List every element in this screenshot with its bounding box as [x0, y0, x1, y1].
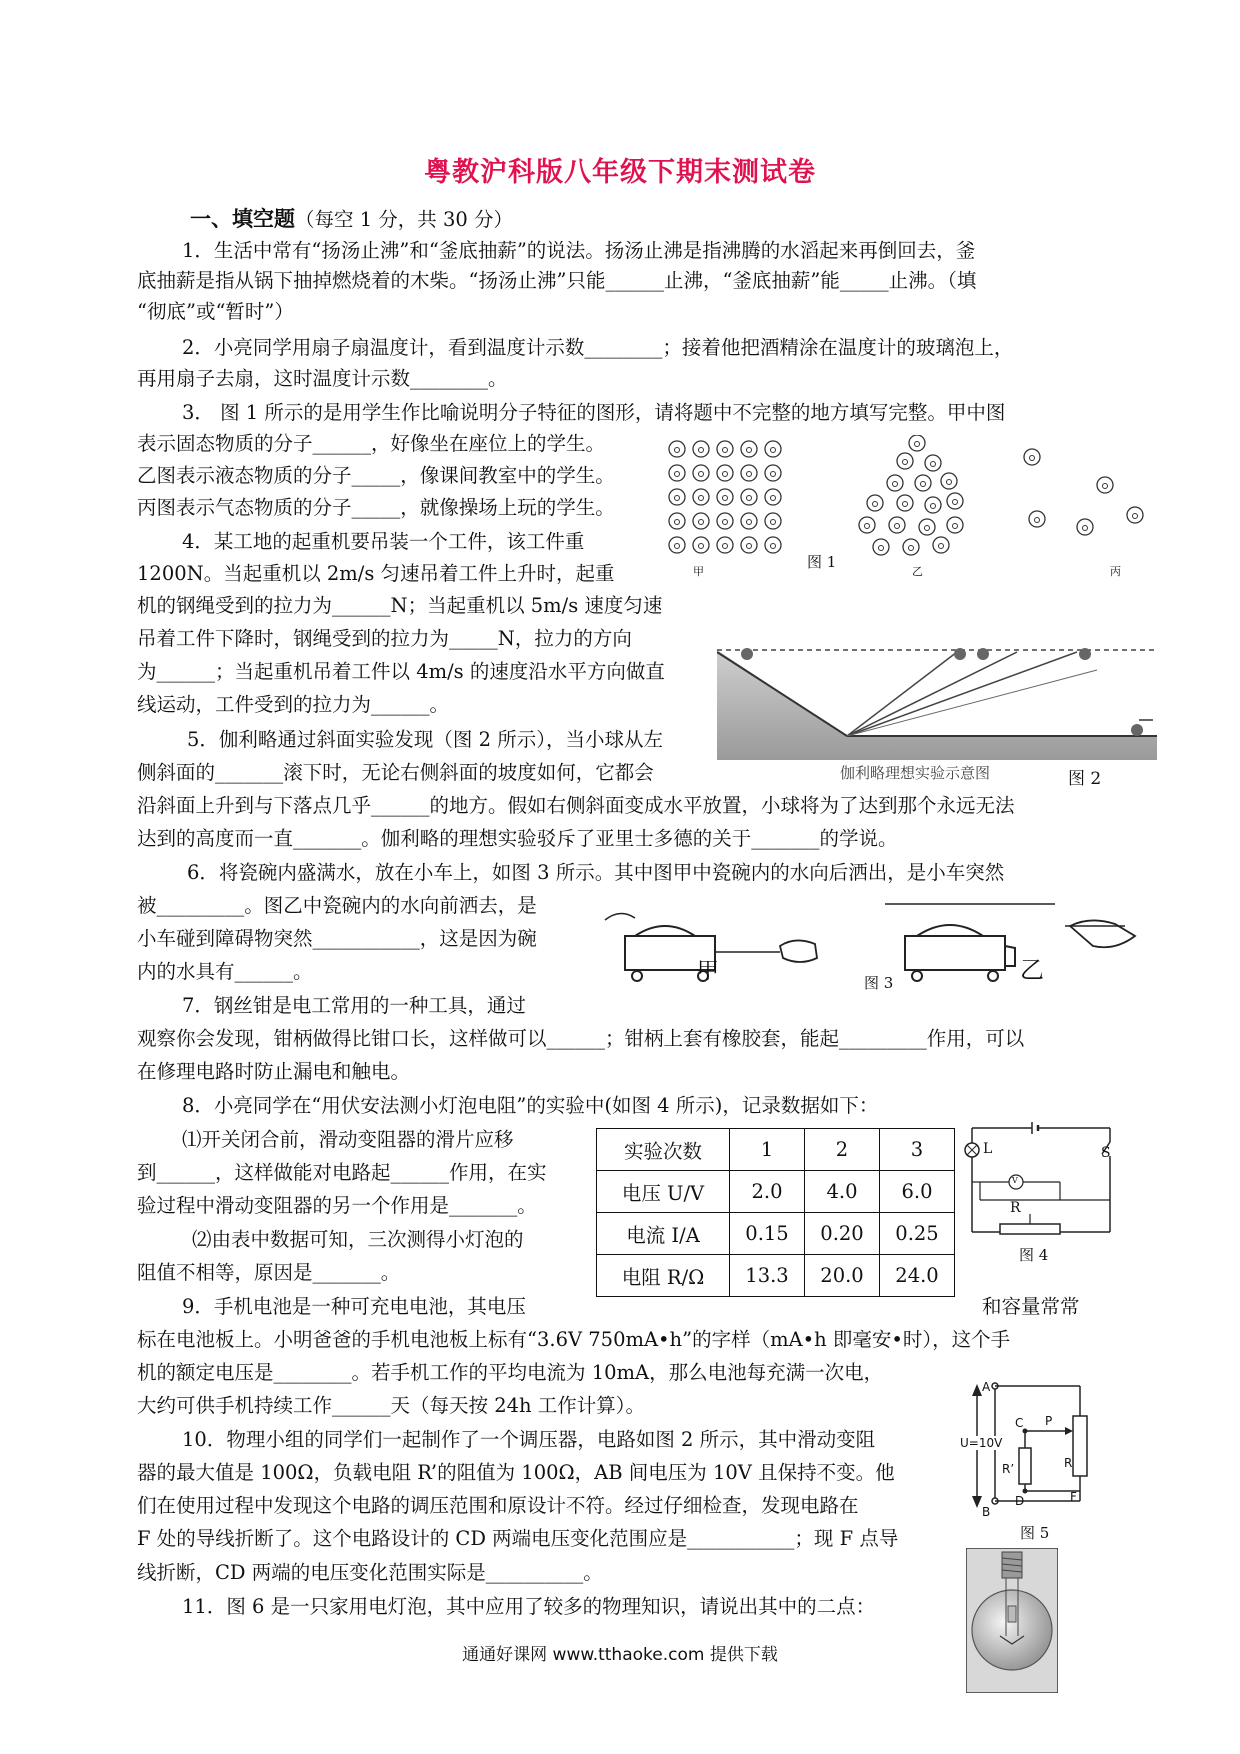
figure-4-label-V: V [1012, 1176, 1018, 1185]
table-cell: 13.3 [730, 1255, 805, 1297]
figure-5-label-R: R [1064, 1456, 1073, 1470]
text-line: F 处的导线折断了。这个电路设计的 CD 两端电压变化范围应是___________；现 F 点导 [137, 1527, 899, 1550]
molecule-icon [693, 489, 709, 505]
solid-molecules [669, 441, 781, 553]
molecule-icon [941, 473, 957, 489]
figure-2-number: 图 2 [1068, 769, 1102, 789]
section-heading-label: 一、填空题 [190, 206, 295, 231]
text-line: ⑴开关闭合前，滑动变阻器的滑片应移 [182, 1128, 514, 1151]
section-heading-note: （每空 1 分，共 30 分） [295, 208, 514, 231]
molecule-icon [947, 517, 963, 533]
table-row [597, 1255, 955, 1297]
text-line: 们在使用过程中发现这个电路的调压范围和原设计不符。经过仔细检查，发现电路在 [137, 1494, 859, 1517]
molecule-icon [717, 489, 733, 505]
ball-icon [954, 648, 966, 660]
figure-2-caption: 伽利略理想实验示意图 [840, 764, 991, 782]
figure-5-label-P: P [1045, 1414, 1053, 1428]
figure-1-label-c: 丙 [1110, 565, 1121, 578]
text-line: 1200N。当起重机以 2m/s 匀速吊着工件上升时，起重 [137, 562, 615, 585]
table-cell: 电压 U/V [597, 1171, 730, 1213]
text-line: 3． 图 1 所示的是用学生作比喻说明分子特征的图形，请将题中不完整的地方填写完整。甲中图 [182, 401, 1006, 424]
table-cell: 3 [880, 1129, 955, 1171]
figure-5-label-R1: R’ [1002, 1462, 1015, 1476]
page-footer: 通通好课网 www.tthaoke.com 提供下载 [462, 1645, 778, 1665]
figure-4-circuit [960, 1120, 1120, 1240]
table-cell: 电阻 R/Ω [597, 1255, 730, 1297]
molecule-icon [947, 493, 963, 509]
text-line: 6．将瓷碗内盛满水，放在小车上，如图 3 所示。其中图甲中瓷碗内的水向后洒出，是小车突然 [187, 861, 1005, 884]
figure-6-light-bulb [966, 1548, 1058, 1693]
table-cell: 电流 I/A [597, 1213, 730, 1255]
text-line: 为______；当起重机吊着工件以 4m/s 的速度沿水平方向做直 [137, 660, 665, 683]
figure-4-label-L: L [983, 1141, 993, 1157]
text-line: 器的最大值是 100Ω，负载电阻 R’的阻值为 100Ω，AB 间电压为 10V 且保持不变。他 [137, 1461, 895, 1484]
molecule-icon [1029, 511, 1045, 527]
text-line: 表示固态物质的分子______，好像坐在座位上的学生。 [137, 432, 606, 455]
molecule-icon [669, 465, 685, 481]
molecule-icon [717, 465, 733, 481]
molecule-icon [669, 513, 685, 529]
ball-icon [1131, 724, 1143, 736]
text-line: 9．手机电池是一种可充电电池，其电压 [182, 1295, 526, 1318]
molecule-icon [925, 497, 941, 513]
figure-5-label-F: F [1070, 1490, 1077, 1504]
table-cell: 2.0 [730, 1171, 805, 1213]
ball-icon [977, 648, 989, 660]
molecule-icon [765, 489, 781, 505]
figure-5-label-B: B [982, 1505, 991, 1519]
molecule-icon [717, 441, 733, 457]
molecule-icon [669, 441, 685, 457]
molecule-icon [933, 537, 949, 553]
cart-b [885, 904, 1135, 981]
text-line: 在修理电路时防止漏电和触电。 [137, 1060, 411, 1083]
molecule-icon [765, 537, 781, 553]
molecule-icon [1024, 449, 1040, 465]
text-line: 乙图表示液态物质的分子_____，像课间教室中的学生。 [137, 464, 615, 487]
table-cell: 1 [730, 1129, 805, 1171]
molecule-icon [765, 513, 781, 529]
text-line: 到______，这样做能对电路起______作用，在实 [137, 1161, 547, 1184]
text-line: 7．钢丝钳是电工常用的一种工具，通过 [182, 994, 526, 1017]
molecule-icon [717, 537, 733, 553]
rheostat-icon [1073, 1416, 1087, 1476]
rheostat-icon [1000, 1224, 1060, 1234]
molecule-icon [1077, 519, 1093, 535]
text-line: 观察你会发现，钳柄做得比钳口长，这样做可以______；钳柄上套有橡胶套，能起_________作用，可以 [137, 1027, 1025, 1050]
text-line: 11．图 6 是一只家用电灯泡，其中应用了较多的物理知识，请说出其中的二点： [182, 1595, 876, 1618]
text-line: 沿斜面上升到与下落点几乎______的地方。假如右侧斜面变成水平放置，小球将为了达到那个永远无法 [137, 794, 1015, 817]
text-line: 1．生活中常有“扬汤止沸”和“釜底抽薪”的说法。扬汤止沸是指沸腾的水滔起来再倒回去，釜 [182, 239, 976, 262]
molecule-icon [741, 441, 757, 457]
text-line: 5．伽利略通过斜面实验发现（图 2 所示），当小球从左 [187, 728, 663, 751]
molecule-icon [741, 537, 757, 553]
text-line: 验过程中滑动变阻器的另一个作用是_______。 [137, 1194, 537, 1217]
text-line: 内的水具有______。 [137, 960, 313, 983]
text-line: 2．小亮同学用扇子扇温度计，看到温度计示数________；接着他把酒精涂在温度计的玻璃泡上， [182, 336, 1014, 359]
table-cell: 2 [805, 1129, 880, 1171]
text-line: ⑵由表中数据可知，三次测得小灯泡的 [192, 1228, 524, 1251]
figure-5-label-D: D [1015, 1494, 1025, 1508]
molecule-icon [915, 475, 931, 491]
figure-5-label-A: A [982, 1380, 991, 1394]
text-line: 标在电池板上。小明爸爸的手机电池板上标有“3.6V 750mA•h”的字样（mA•h 即毫安•时），这个手 [137, 1328, 1011, 1351]
ball-icon [741, 648, 753, 660]
table-row [597, 1171, 955, 1213]
molecule-icon [693, 513, 709, 529]
figure-1-label-a: 甲 [693, 565, 704, 578]
table-cell: 实验次数 [597, 1129, 730, 1171]
molecule-icon [919, 519, 935, 535]
molecule-icon [889, 517, 905, 533]
table-cell: 6.0 [880, 1171, 955, 1213]
text-line: 4．某工地的起重机要吊装一个工件，该工件重 [182, 530, 585, 553]
text-line: 大约可供手机持续工作______天（每天按 24h 工作计算）。 [137, 1394, 646, 1417]
ball-icon [1079, 648, 1091, 660]
measurement-table [596, 1128, 955, 1297]
figure-2-galileo-ramps [717, 640, 1157, 760]
table-cell: 0.15 [730, 1213, 805, 1255]
section-heading [190, 208, 513, 231]
liquid-molecules [859, 435, 963, 555]
molecule-icon [867, 495, 883, 511]
table-cell: 24.0 [880, 1255, 955, 1297]
molecule-icon [669, 489, 685, 505]
molecule-icon [887, 475, 903, 491]
molecule-icon [859, 517, 875, 533]
figure-3-number: 图 3 [864, 974, 894, 992]
figure-4-label-S: S [1101, 1145, 1111, 1161]
molecule-icon [765, 441, 781, 457]
gas-molecules [1024, 449, 1143, 535]
figure-3-label-b: 乙 [1020, 956, 1044, 984]
table-row [597, 1213, 955, 1255]
figure-4-number: 图 4 [1019, 1246, 1049, 1264]
molecule-icon [909, 435, 925, 451]
text-line: “彻底”或“暂时”） [137, 300, 294, 323]
text-line: 机的钢绳受到的拉力为______N；当起重机以 5m/s 速度匀速 [137, 594, 663, 617]
text-line: 被_________。图乙中瓷碗内的水向前洒去，是 [137, 894, 537, 917]
figure-5-label-C: C [1015, 1416, 1024, 1430]
molecule-icon [765, 465, 781, 481]
text-line: 底抽薪是指从锅下抽掉燃烧着的木柴。“扬汤止沸”只能______止沸，“釜底抽薪”能_____止沸。（填 [137, 269, 977, 292]
molecule-icon [717, 513, 733, 529]
molecule-icon [741, 489, 757, 505]
text-line: 再用扇子去扇，这时温度计示数________。 [137, 367, 508, 390]
text-line: 线折断，CD 两端的电压变化范围实际是__________。 [137, 1561, 603, 1584]
table-cell: 4.0 [805, 1171, 880, 1213]
molecule-icon [669, 537, 685, 553]
molecule-icon [693, 441, 709, 457]
text-line: 10．物理小组的同学们一起制作了一个调压器，电路如图 2 所示，其中滑动变阻 [182, 1428, 876, 1451]
molecule-icon [693, 465, 709, 481]
resistor-icon [1019, 1448, 1031, 1484]
figure-5-label-U: U=10V [960, 1436, 1003, 1450]
figure-1-label-b: 乙 [912, 565, 923, 578]
text-line: 吊着工件下降时，钢绳受到的拉力为_____N，拉力的方向 [137, 627, 632, 650]
molecule-icon [897, 453, 913, 469]
text-line: 和容量常常 [982, 1295, 1080, 1318]
table-cell: 0.25 [880, 1213, 955, 1255]
figure-4-label-R: R [1010, 1200, 1021, 1216]
table-cell: 20.0 [805, 1255, 880, 1297]
molecule-icon [741, 465, 757, 481]
molecule-icon [693, 537, 709, 553]
figure-1-molecules [665, 435, 1155, 585]
molecule-icon [903, 539, 919, 555]
molecule-icon [1127, 507, 1143, 523]
text-line: 8．小亮同学在“用伏安法测小灯泡电阻”的实验中(如图 4 所示)，记录数据如下： [182, 1094, 879, 1117]
molecule-icon [741, 513, 757, 529]
text-line: 丙图表示气态物质的分子_____，就像操场上玩的学生。 [137, 496, 615, 519]
text-line: 小车碰到障碍物突然___________，这是因为碗 [137, 927, 537, 950]
table-cell: 0.20 [805, 1213, 880, 1255]
molecule-icon [925, 455, 941, 471]
table-row [597, 1129, 955, 1171]
text-line: 阻值不相等，原因是_______。 [137, 1261, 401, 1284]
molecule-icon [897, 495, 913, 511]
figure-1-number: 图 1 [807, 553, 837, 571]
text-line: 机的额定电压是________。若手机工作的平均电流为 10mA，那么电池每充满一次电， [137, 1361, 884, 1384]
molecule-icon [873, 539, 889, 555]
document-title: 粤教沪科版八年级下期末测试卷 [424, 157, 816, 188]
text-line: 线运动，工件受到的拉力为______。 [137, 693, 450, 716]
figure-3-label-a: 甲 [697, 959, 720, 984]
figure-5-number: 图 5 [1020, 1524, 1050, 1542]
molecule-icon [1097, 477, 1113, 493]
text-line: 侧斜面的_______滚下时，无论右侧斜面的坡度如何，它都会 [137, 761, 654, 784]
text-line: 达到的高度而一直_______。伽利略的理想实验驳斥了亚里士多德的关于_______的学说。 [137, 827, 898, 850]
